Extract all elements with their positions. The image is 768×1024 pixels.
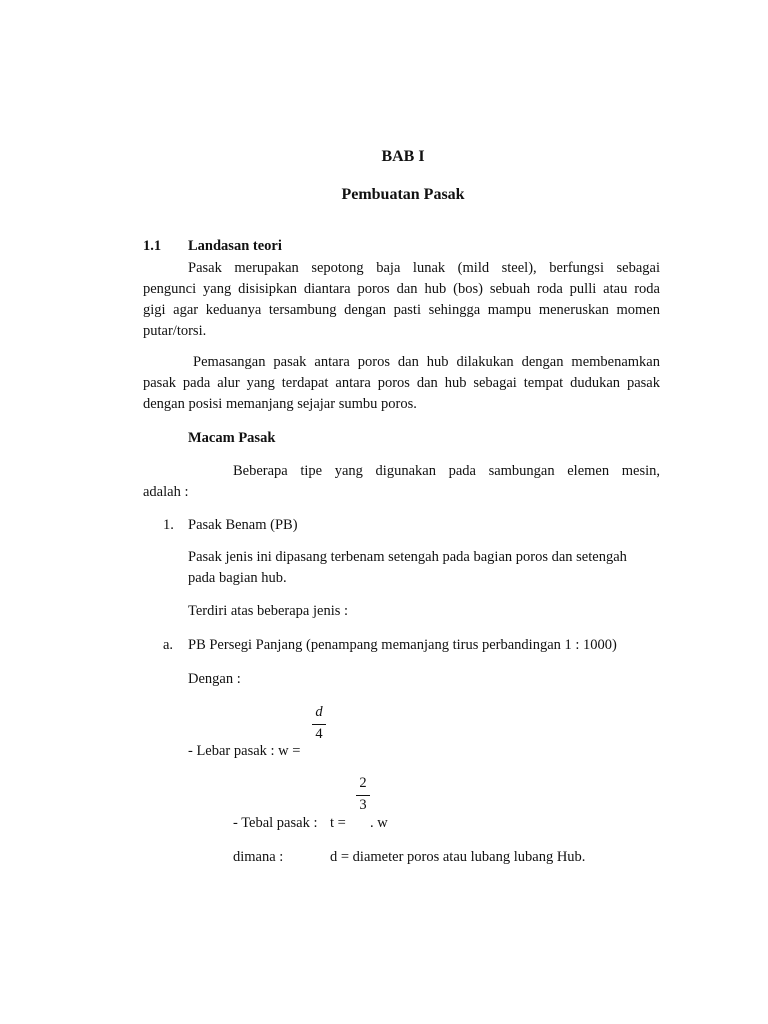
dengan-label: Dengan : xyxy=(188,671,241,687)
chapter-heading: BAB I xyxy=(381,148,425,165)
chapter-title: Pembuatan Pasak xyxy=(341,186,465,203)
section-number: 1.1 xyxy=(143,238,162,254)
item1-desc-line2: pada bagian hub. xyxy=(188,570,287,586)
para1-line2: pengunci yang disisipkan diantara poros dan hub (bos) sebuah roda pulli atau roda xyxy=(143,281,660,297)
formula-t-label: - Tebal pasak : xyxy=(233,815,318,831)
para2-line2: pasak pada alur yang terdapat antara poros dan hub sebagai tempat dudukan pasak xyxy=(143,375,660,391)
formula-t-fraction-bar xyxy=(356,795,370,796)
section-heading: Landasan teori xyxy=(188,238,282,254)
item1-desc-line1: Pasak jenis ini dipasang terbenam setengah pada bagian poros dan setengah xyxy=(188,549,627,565)
dimana-label: dimana : xyxy=(233,849,284,865)
formula-t-denominator: 3 xyxy=(359,797,367,813)
item-a-label: PB Persegi Panjang (penampang memanjang tirus perbandingan 1 : 1000) xyxy=(188,637,617,653)
formula-w-fraction-bar xyxy=(312,724,326,725)
formula-t-var: t = xyxy=(330,815,346,831)
formula-w-numerator: d xyxy=(315,704,323,720)
formula-t-suffix: . w xyxy=(370,815,388,831)
formula-w-denominator: 4 xyxy=(315,726,323,742)
para3-line2: adalah : xyxy=(143,484,189,500)
para3-line1: Beberapa tipe yang digunakan pada sambungan elemen mesin, xyxy=(233,463,660,479)
formula-t-numerator: 2 xyxy=(359,775,367,791)
para1-line4: putar/torsi. xyxy=(143,323,207,339)
para1-line1: Pasak merupakan sepotong baja lunak (mild steel), berfungsi sebagai xyxy=(188,260,660,276)
item-a-marker: a. xyxy=(163,637,174,653)
item1-label: Pasak Benam (PB) xyxy=(188,517,298,533)
item1-marker: 1. xyxy=(163,517,174,533)
types-intro: Terdiri atas beberapa jenis : xyxy=(188,603,349,619)
para2-line1: Pemasangan pasak antara poros dan hub dilakukan dengan membenamkan xyxy=(193,354,660,370)
formula-w-label: - Lebar pasak : w = xyxy=(188,743,301,759)
dimana-text: d = diameter poros atau lubang lubang Hub. xyxy=(330,849,586,865)
subheading-macam-pasak: Macam Pasak xyxy=(188,430,276,446)
para2-line3: dengan posisi memanjang sejajar sumbu poros. xyxy=(143,396,417,412)
para1-line3: gigi agar keduanya tersambung dengan pasti sehingga mampu meneruskan momen xyxy=(143,302,660,318)
